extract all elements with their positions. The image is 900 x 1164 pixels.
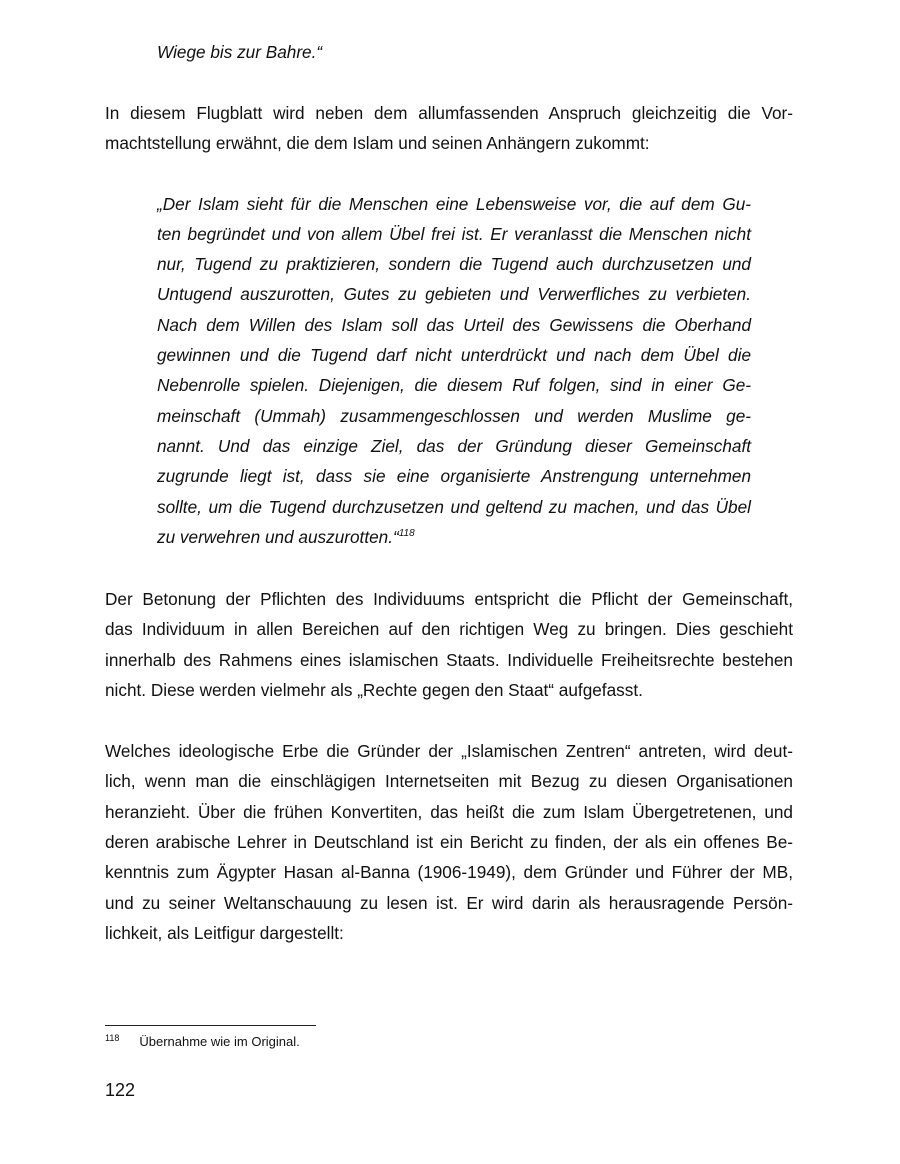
paragraph-line: kenntnis zum Ägypter Hasan al-Banna (1906-1949), dem Gründer und Führer der MB, xyxy=(105,862,793,882)
blockquote-line: „Der Islam sieht für die Menschen eine Lebensweise vor, die auf dem Gu- xyxy=(157,194,751,214)
paragraph-line: deren arabische Lehrer in Deutschland ist ein Bericht zu finden, der als ein offenes Be- xyxy=(105,832,793,852)
footnote xyxy=(105,1033,300,1052)
paragraph-line: das Individuum in allen Bereichen auf den richtigen Weg zu bringen. Dies geschieht xyxy=(105,619,793,639)
footnote-separator xyxy=(105,1025,316,1026)
blockquote-line: sollte, um die Tugend durchzusetzen und geltend zu machen, und das Übel xyxy=(157,497,751,517)
page-number: 122 xyxy=(105,1080,136,1100)
paragraph-line: nicht. Diese werden vielmehr als „Rechte gegen den Staat“ aufgefasst. xyxy=(105,680,643,700)
paragraph-line: machtstellung erwähnt, die dem Islam und seinen Anhängern zukommt: xyxy=(105,133,650,153)
blockquote-line: meinschaft (Ummah) zusammengeschlossen und werden Muslime ge- xyxy=(157,406,751,426)
blockquote-last-text: zu verwehren und auszurotten.“ xyxy=(157,527,399,547)
blockquote-line: Untugend auszurotten, Gutes zu gebieten und Verwerfliches zu verbieten. xyxy=(157,284,751,304)
blockquote-line: Nach dem Willen des Islam soll das Urteil des Gewissens die Oberhand xyxy=(157,315,751,335)
paragraph-line: heranzieht. Über die frühen Konvertiten, das heißt die zum Islam Übergetretenen, und xyxy=(105,802,793,822)
blockquote-line: zugrunde liegt ist, dass sie eine organisierte Anstrengung unternehmen xyxy=(157,466,751,486)
paragraph-line: lich, wenn man die einschlägigen Internetseiten mit Bezug zu diesen Organisationen xyxy=(105,771,793,791)
blockquote-line: nannt. Und das einzige Ziel, das der Gründung dieser Gemeinschaft xyxy=(157,436,751,456)
paragraph-line: Der Betonung der Pflichten des Individuums entspricht die Pflicht der Gemeinschaft, xyxy=(105,589,793,609)
paragraph-line: und zu seiner Weltanschauung zu lesen ist. Er wird darin als herausragende Persön- xyxy=(105,893,793,913)
paragraph-line: In diesem Flugblatt wird neben dem allumfassenden Anspruch gleichzeitig die Vor- xyxy=(105,103,793,123)
footnote-reference[interactable]: 118 xyxy=(398,528,415,539)
footnote-number: 118 xyxy=(105,1033,120,1043)
blockquote-line: nur, Tugend zu praktizieren, sondern die Tugend auch durchzusetzen und xyxy=(157,254,751,274)
quote-closing-line: Wiege bis zur Bahre.“ xyxy=(157,42,323,62)
footnote-text: Übernahme wie im Original. xyxy=(139,1034,300,1049)
blockquote-last-line xyxy=(157,522,751,556)
paragraph-line: Welches ideologische Erbe die Gründer der „Islamischen Zentren“ antreten, wird deut- xyxy=(105,741,793,761)
paragraph-line: innerhalb des Rahmens eines islamischen Staats. Individuelle Freiheitsrechte bestehen xyxy=(105,650,793,670)
blockquote-line: ten begründet und von allem Übel frei ist. Er veranlasst die Menschen nicht xyxy=(157,224,751,244)
blockquote-line: Nebenrolle spielen. Diejenigen, die diesem Ruf folgen, sind in einer Ge- xyxy=(157,375,751,395)
paragraph-line: lichkeit, als Leitfigur dargestellt: xyxy=(105,923,344,943)
blockquote-line: gewinnen und die Tugend darf nicht unterdrückt und nach dem Übel die xyxy=(157,345,751,365)
